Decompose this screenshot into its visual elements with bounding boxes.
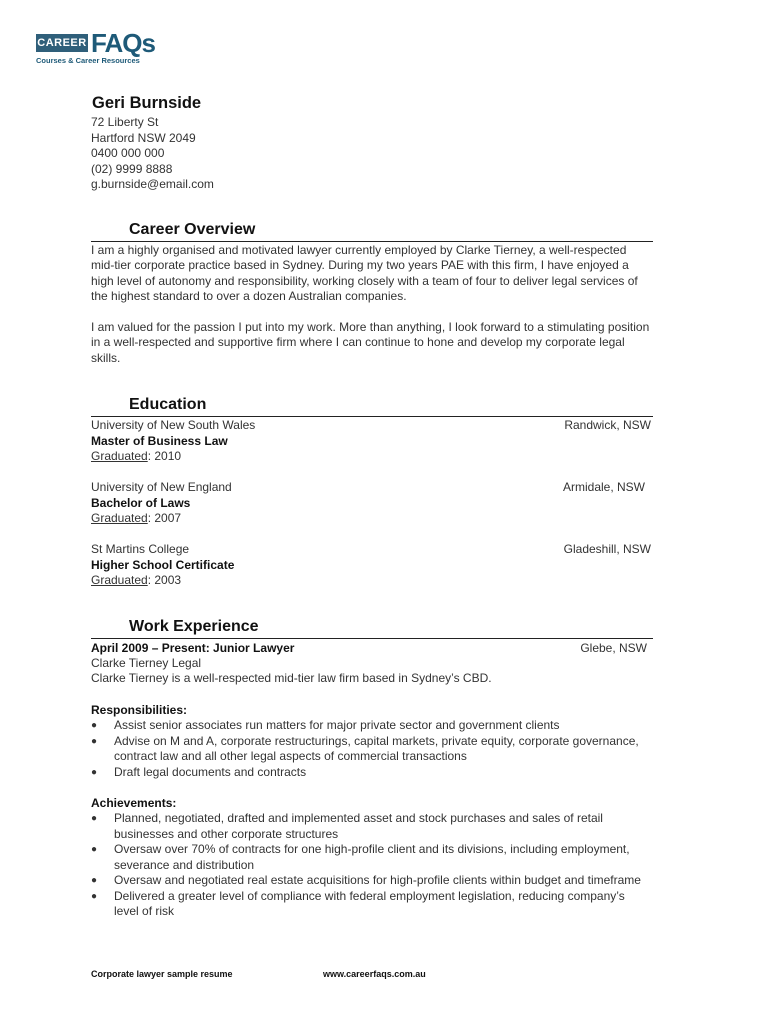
job-location: Glebe, NSW (580, 641, 647, 655)
education-degree: Master of Business Law (91, 434, 228, 448)
bullet-icon: ● (91, 890, 98, 902)
list-item: ● Assist senior associates run matters for major private sector and government clients (91, 718, 560, 732)
work-experience-divider (91, 638, 653, 639)
address-line-2: Hartford NSW 2049 (91, 130, 196, 145)
education-entry-1-institution-row (91, 418, 651, 434)
education-institution: St Martins College (91, 542, 190, 556)
graduated-year: : 2010 (147, 449, 182, 463)
job-company: Clarke Tierney Legal (91, 656, 202, 670)
bullet-icon: ● (91, 875, 98, 886)
responsibilities-label: Responsibilities: (91, 703, 188, 717)
job-title: April 2009 – Present: Junior Lawyer (91, 641, 295, 655)
address-line-1: 72 Liberty St (91, 115, 159, 129)
education-entry-3-institution-row (91, 542, 651, 558)
logo-faq-text: FAQs (91, 28, 155, 58)
email-address: g.burnside@email.com (91, 177, 214, 192)
education-heading: Education (129, 396, 207, 413)
education-entry-2-institution-row (91, 480, 651, 496)
bullet-icon: ● (91, 720, 98, 731)
overview-paragraph-1: I am a highly organised and motivated lawyer currently employed by Clarke Tierney, a well-respected mid-tier corporate practice based in Sydney. During my two years PAE with this firm, I have enjoyed a high level of autonomy and responsibility, working closely with a team of four to deliver legal services of the highest standard to over a dozen Australian companies. (91, 243, 638, 304)
bullet-icon: ● (91, 735, 98, 747)
education-institution: University of New South Wales (91, 418, 256, 432)
education-graduated-row (91, 511, 651, 527)
graduated-label: Graduated (91, 511, 148, 525)
graduated-label: Graduated (91, 573, 148, 587)
job-description: Clarke Tierney is a well-respected mid-tier law firm based in Sydney’s CBD. (91, 671, 492, 685)
footer-document-title: Corporate lawyer sample resume (91, 969, 233, 979)
bullet-icon: ● (91, 766, 98, 778)
careerfaqs-logo (36, 28, 176, 72)
graduated-year: : 2007 (147, 511, 182, 525)
education-institution: University of New England (91, 480, 232, 494)
list-item: ● Advise on M and A, corporate restructurings, capital markets, private equity, corporate governance, contract law and all other legal aspects of commercial transactions (91, 733, 639, 763)
job-title-row (91, 641, 651, 657)
bullet-icon: ● (91, 844, 98, 855)
education-location: Armidale, NSW (562, 480, 645, 494)
overview-paragraph-2: I am valued for the passion I put into my work. More than anything, I look forward to a stimulating position in a well-respected and supportive firm where I can continue to hone and develop my corporate legal skills. (91, 320, 650, 365)
logo-tagline: Courses & Career Resources (36, 56, 140, 65)
work-experience-heading: Work Experience (129, 618, 259, 635)
education-divider (91, 416, 653, 417)
list-item: ● Draft legal documents and contracts (91, 764, 307, 779)
list-item: ● Planned, negotiated, drafted and implemented asset and stock purchases and sales of retail businesses and other corporate structures (91, 811, 603, 841)
career-overview-divider (91, 241, 653, 242)
bullet-icon: ● (91, 813, 98, 824)
list-item: ● Oversaw over 70% of contracts for one high-profile client and its divisions, including employment, severance and distribution (91, 842, 630, 872)
phone-number: (02) 9999 8888 (91, 161, 173, 176)
person-name: Geri Burnside (92, 94, 202, 112)
education-location: Randwick, NSW (564, 418, 651, 432)
education-location: Gladeshill, NSW (563, 542, 651, 556)
logo-box-text: CAREER (36, 34, 88, 52)
achievements-label: Achievements: (91, 796, 177, 810)
mobile-number: 0400 000 000 (91, 146, 165, 161)
contact-block (91, 115, 214, 193)
education-graduated-row (91, 573, 651, 589)
list-item: ● Delivered a greater level of compliance with federal employment legislation, reducing company’s level of risk (91, 888, 625, 918)
education-degree: Bachelor of Laws (91, 496, 191, 510)
career-overview-heading: Career Overview (129, 221, 256, 238)
footer-website-link[interactable]: www.careerfaqs.com.au (323, 969, 426, 979)
graduated-year: : 2003 (147, 573, 182, 587)
graduated-label: Graduated (91, 449, 148, 463)
education-degree: Higher School Certificate (91, 558, 235, 572)
responsibilities-list (91, 718, 651, 780)
achievements-list (91, 811, 651, 920)
education-graduated-row (91, 449, 651, 465)
list-item: ● Oversaw and negotiated real estate acquisitions for high-profile clients within budget and timeframe (91, 873, 641, 887)
